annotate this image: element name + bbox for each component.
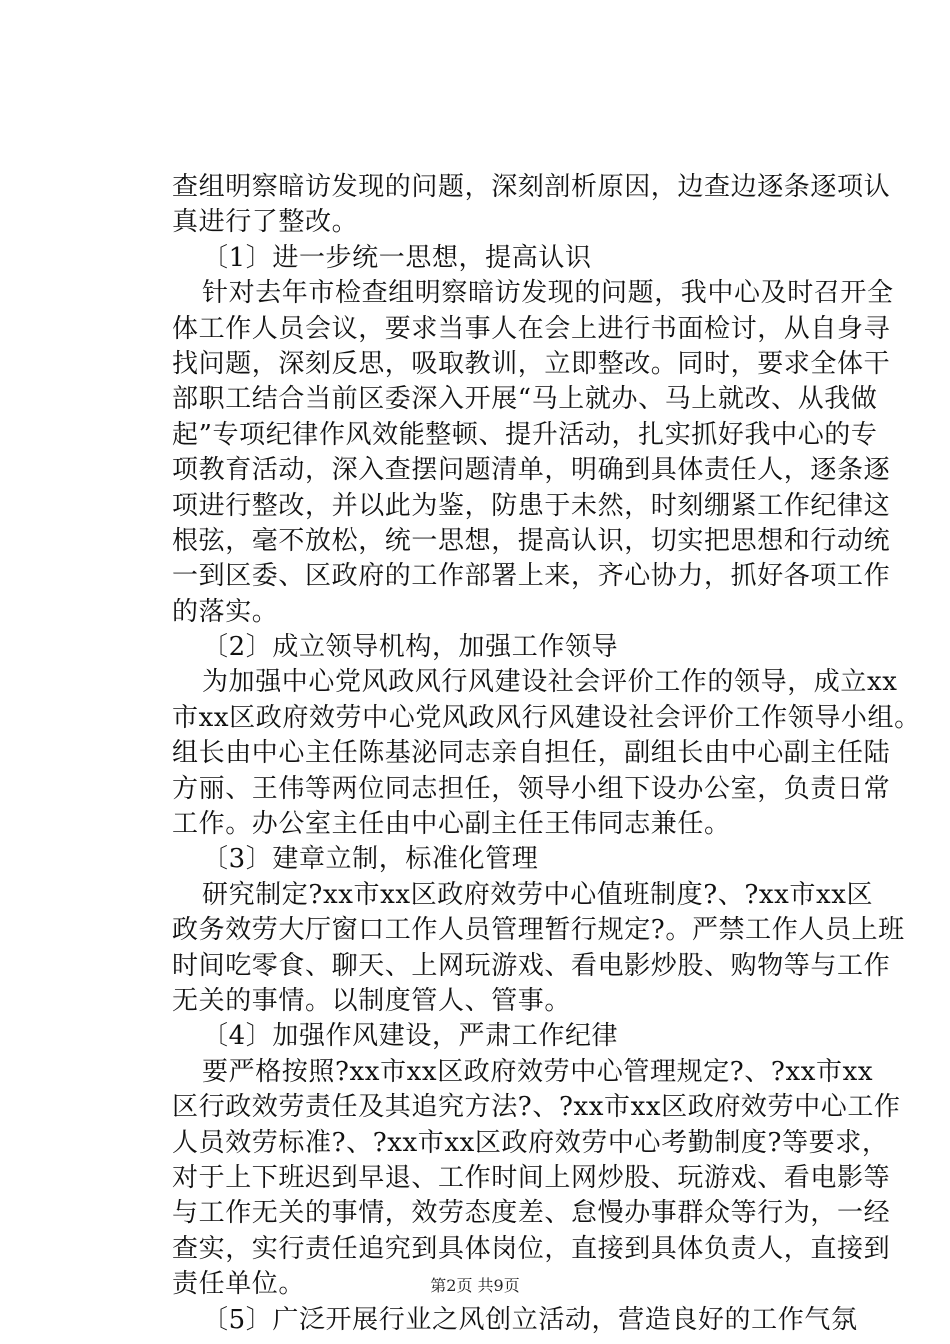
body-line: 项教育活动，深入查摆问题清单，明确到具体责任人，逐条逐 [172, 455, 891, 486]
body-line: 为加强中心党风政风行风建设社会评价工作的领导，成立xx [202, 667, 898, 698]
body-line: 要严格按照?xx市xx区政府效劳中心管理规定?、?xx市xx [202, 1056, 874, 1087]
body-line: 市xx区政府效劳中心党风政风行风建设社会评价工作领导小组。 [172, 702, 921, 733]
section-heading-2: 〔2〕成立领导机构，加强工作领导 [202, 632, 619, 663]
body-line: 查实，实行责任追究到具体岗位，直接到具体负责人，直接到 [172, 1233, 891, 1264]
body-line: 部职工结合当前区委深入开展“马上就办、马上就改、从我做 [172, 384, 878, 415]
body-line: 政务效劳大厅窗口工作人员管理暂行规定?。严禁工作人员上班 [172, 915, 905, 946]
body-line: 的落实。 [172, 596, 279, 627]
body-line: 无关的事情。以制度管人、管事。 [172, 985, 572, 1016]
body-line: 针对去年市检查组明察暗访发现的问题，我中心及时召开全 [202, 278, 894, 309]
body-line: 找问题，深刻反思，吸取教训，立即整改。同时，要求全体干 [172, 348, 891, 379]
section-heading-5: 〔5〕广泛开展行业之风创立活动，营造良好的工作气氛 [202, 1304, 858, 1335]
body-line: 人员效劳标准?、?xx市xx区政府效劳中心考勤制度?等要求， [172, 1127, 889, 1158]
body-line: 时间吃零食、聊天、上网玩游戏、看电影炒股、购物等与工作 [172, 950, 891, 981]
body-line: 工作。办公室主任由中心副主任王伟同志兼任。 [172, 809, 731, 840]
body-line: 项进行整改，并以此为鉴，防患于未然，时刻绷紧工作纪律这 [172, 490, 891, 521]
section-heading-1: 〔1〕进一步统一思想，提高认识 [202, 242, 592, 273]
body-line: 根弦，毫不放松，统一思想，提高认识，切实把思想和行动统 [172, 525, 891, 556]
body-line: 责任单位。 [172, 1269, 306, 1300]
body-line: 一到区委、区政府的工作部署上来，齐心协力，抓好各项工作 [172, 561, 891, 592]
section-heading-3: 〔3〕建章立制，标准化管理 [202, 844, 539, 875]
body-line: 起”专项纪律作风效能整顿、提升活动，扎实抓好我中心的专 [172, 419, 878, 450]
body-line: 方丽、王伟等两位同志担任，领导小组下设办公室，负责日常 [172, 773, 891, 804]
page-number-footer: 第2页 共9页 [430, 1276, 520, 1295]
body-line: 与工作无关的事情，效劳态度差、怠慢办事群众等行为，一经 [172, 1198, 891, 1229]
body-line: 真进行了整改。 [172, 207, 359, 238]
body-line: 区行政效劳责任及其追究方法?、?xx市xx区政府效劳中心工作 [172, 1092, 901, 1123]
body-line: 查组明察暗访发现的问题，深刻剖析原因，边查边逐条逐项认 [172, 172, 891, 202]
body-line: 体工作人员会议，要求当事人在会上进行书面检讨，从自身寻 [172, 313, 891, 344]
document-body [172, 170, 921, 1338]
body-line: 组长由中心主任陈基泌同志亲自担任，副组长由中心副主任陆 [172, 738, 891, 769]
body-line: 对于上下班迟到早退、工作时间上网炒股、玩游戏、看电影等 [172, 1162, 891, 1193]
section-heading-4: 〔4〕加强作风建设，严肃工作纪律 [202, 1021, 619, 1052]
body-line: 研究制定?xx市xx区政府效劳中心值班制度?、?xx市xx区 [202, 879, 874, 910]
